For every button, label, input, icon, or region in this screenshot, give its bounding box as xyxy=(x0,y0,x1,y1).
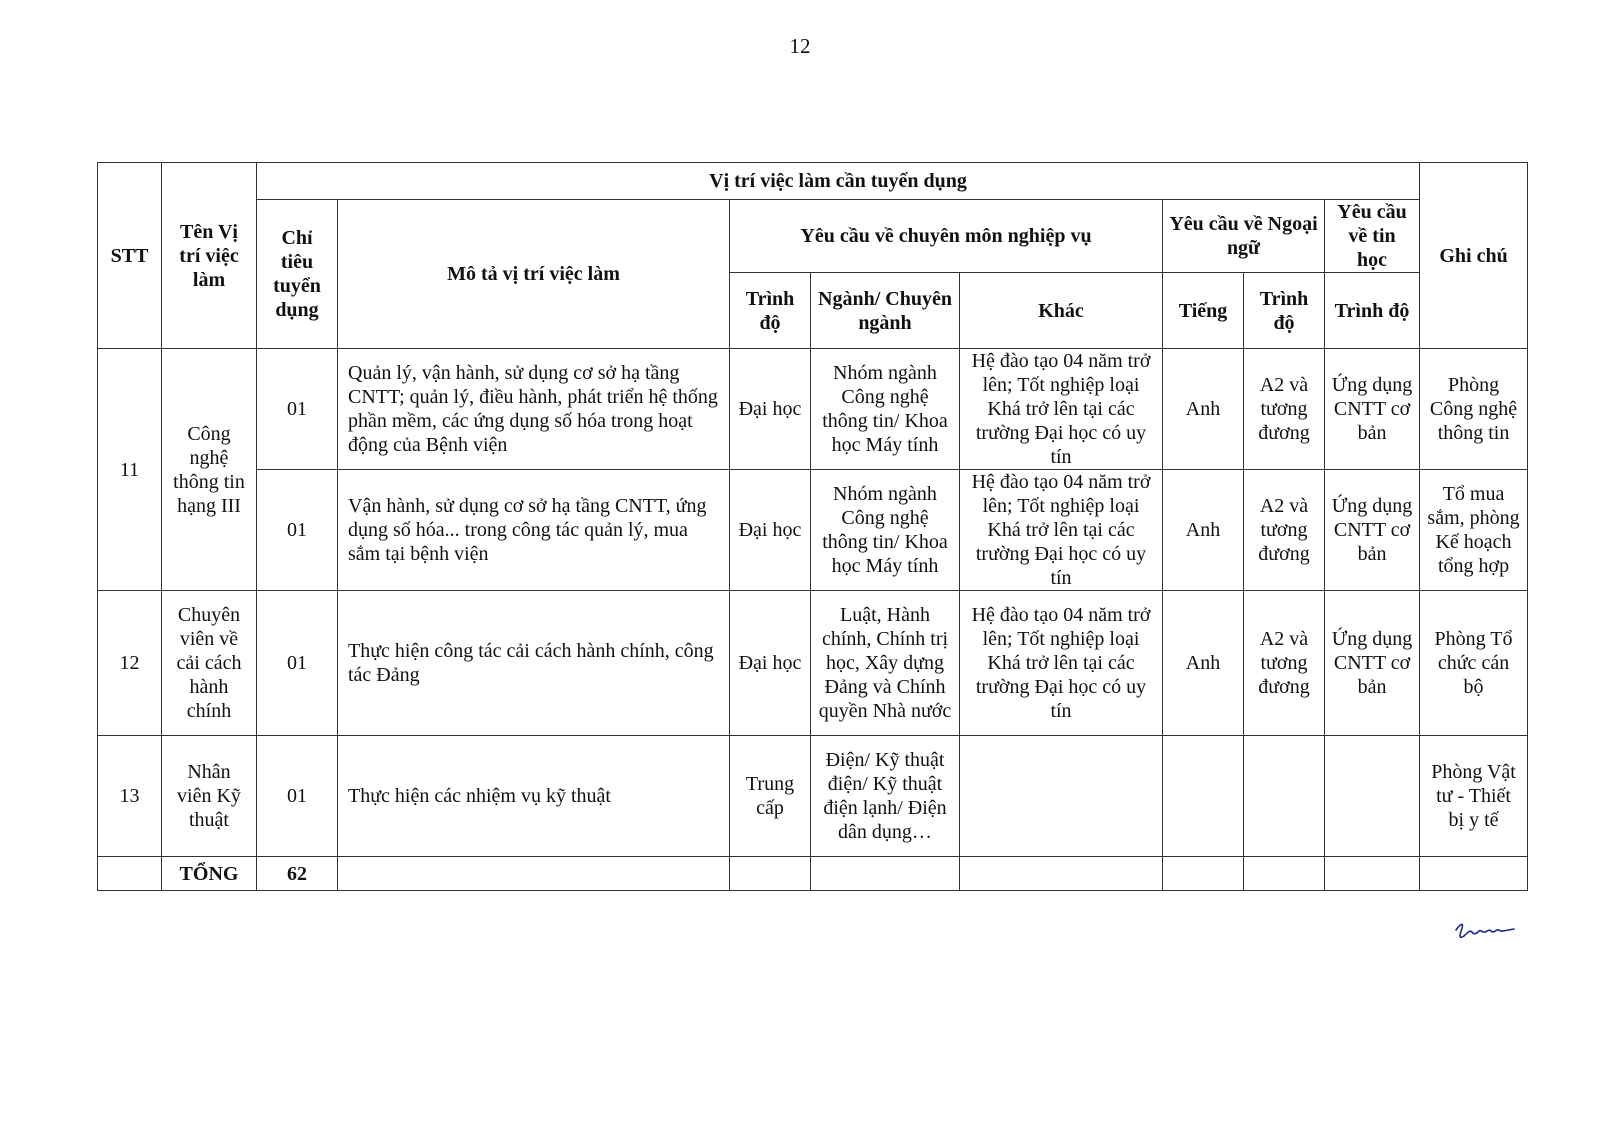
total-row xyxy=(98,857,1528,891)
cell-description: Quản lý, vận hành, sử dụng cơ sở hạ tầng CNTT; quản lý, điều hành, phát triển hệ thống phần mềm, các ứng dụng số hóa trong hoạt động của Bệnh viện xyxy=(338,349,730,470)
cell-note: Phòng Vật tư - Thiết bị y tế xyxy=(1420,736,1528,857)
recruitment-table xyxy=(97,162,1528,891)
cell-quota: 01 xyxy=(257,736,338,857)
cell-position: Nhân viên Kỹ thuật xyxy=(162,736,257,857)
cell-level: Đại học xyxy=(730,591,811,736)
cell-stt: 12 xyxy=(98,591,162,736)
cell-empty xyxy=(811,857,960,891)
cell-quota: 01 xyxy=(257,470,338,591)
cell-empty xyxy=(1163,857,1244,891)
cell-position: Công nghệ thông tin hạng III xyxy=(162,349,257,591)
header-description: Mô tả vị trí việc làm xyxy=(338,200,730,349)
cell-it-level xyxy=(1325,736,1420,857)
cell-quota: 01 xyxy=(257,591,338,736)
cell-lang xyxy=(1163,736,1244,857)
header-it-level: Trình độ xyxy=(1325,273,1420,349)
cell-level: Đại học xyxy=(730,470,811,591)
total-label: TỔNG xyxy=(162,857,257,891)
header-position-name: Tên Vị trí việc làm xyxy=(162,163,257,349)
header-row-2 xyxy=(98,200,1528,273)
table-row xyxy=(98,736,1528,857)
cell-level: Đại học xyxy=(730,349,811,470)
cell-other xyxy=(960,736,1163,857)
cell-stt: 13 xyxy=(98,736,162,857)
cell-description: Vận hành, sử dụng cơ sở hạ tầng CNTT, ứng dụng số hóa... trong công tác quản lý, mua sắm tại bệnh viện xyxy=(338,470,730,591)
initials-signature xyxy=(1452,916,1522,944)
cell-other: Hệ đào tạo 04 năm trở lên; Tốt nghiệp loại Khá trở lên tại các trường Đại học có uy tín xyxy=(960,349,1163,470)
table-row xyxy=(98,591,1528,736)
header-quota: Chỉ tiêu tuyển dụng xyxy=(257,200,338,349)
cell-other: Hệ đào tạo 04 năm trở lên; Tốt nghiệp loại Khá trở lên tại các trường Đại học có uy tín xyxy=(960,470,1163,591)
cell-note: Tổ mua sắm, phòng Kế hoạch tổng hợp xyxy=(1420,470,1528,591)
header-professional: Yêu cầu về chuyên môn nghiệp vụ xyxy=(730,200,1163,273)
cell-lang-level: A2 và tương đương xyxy=(1244,591,1325,736)
cell-description: Thực hiện các nhiệm vụ kỹ thuật xyxy=(338,736,730,857)
header-language: Yêu cầu về Ngoại ngữ xyxy=(1163,200,1325,273)
cell-lang: Anh xyxy=(1163,591,1244,736)
cell-note: Phòng Tổ chức cán bộ xyxy=(1420,591,1528,736)
cell-note: Phòng Công nghệ thông tin xyxy=(1420,349,1528,470)
cell-it-level: Ứng dụng CNTT cơ bản xyxy=(1325,591,1420,736)
cell-other: Hệ đào tạo 04 năm trở lên; Tốt nghiệp loại Khá trở lên tại các trường Đại học có uy tín xyxy=(960,591,1163,736)
cell-empty xyxy=(730,857,811,891)
cell-empty xyxy=(1244,857,1325,891)
cell-major: Nhóm ngành Công nghệ thông tin/ Khoa học Máy tính xyxy=(811,470,960,591)
cell-empty xyxy=(338,857,730,891)
table-row xyxy=(98,349,1528,470)
cell-empty xyxy=(1325,857,1420,891)
header-major: Ngành/ Chuyên ngành xyxy=(811,273,960,349)
cell-it-level: Ứng dụng CNTT cơ bản xyxy=(1325,349,1420,470)
cell-it-level: Ứng dụng CNTT cơ bản xyxy=(1325,470,1420,591)
header-note: Ghi chú xyxy=(1420,163,1528,349)
cell-empty xyxy=(1420,857,1528,891)
header-group: Vị trí việc làm cần tuyển dụng xyxy=(257,163,1420,200)
cell-major: Điện/ Kỹ thuật điện/ Kỹ thuật điện lạnh/ Điện dân dụng… xyxy=(811,736,960,857)
header-lang-name: Tiếng xyxy=(1163,273,1244,349)
page-number: 12 xyxy=(789,34,811,58)
cell-major: Luật, Hành chính, Chính trị học, Xây dựng Đảng và Chính quyền Nhà nước xyxy=(811,591,960,736)
cell-lang: Anh xyxy=(1163,470,1244,591)
header-other: Khác xyxy=(960,273,1163,349)
header-stt: STT xyxy=(98,163,162,349)
cell-empty xyxy=(960,857,1163,891)
cell-lang-level: A2 và tương đương xyxy=(1244,470,1325,591)
header-it: Yêu cầu về tin học xyxy=(1325,200,1420,273)
table-row xyxy=(98,470,1528,591)
cell-lang-level: A2 và tương đương xyxy=(1244,349,1325,470)
header-level: Trình độ xyxy=(730,273,811,349)
cell-position: Chuyên viên về cải cách hành chính xyxy=(162,591,257,736)
cell-major: Nhóm ngành Công nghệ thông tin/ Khoa học Máy tính xyxy=(811,349,960,470)
header-row-1 xyxy=(98,163,1528,200)
cell-empty xyxy=(98,857,162,891)
cell-description: Thực hiện công tác cải cách hành chính, công tác Đảng xyxy=(338,591,730,736)
cell-quota: 01 xyxy=(257,349,338,470)
cell-stt: 11 xyxy=(98,349,162,591)
cell-level: Trung cấp xyxy=(730,736,811,857)
total-value: 62 xyxy=(257,857,338,891)
cell-lang: Anh xyxy=(1163,349,1244,470)
cell-lang-level xyxy=(1244,736,1325,857)
header-lang-level: Trình độ xyxy=(1244,273,1325,349)
